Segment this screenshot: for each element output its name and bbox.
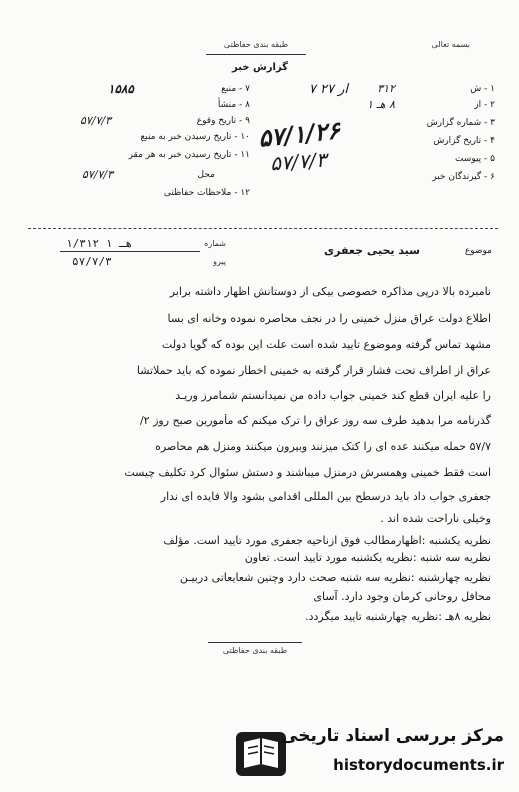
body-line: عراق از اطراف تحت فشار قرار گرفته به خمینی اخطار نموده که باید حملاتشا [136,364,491,377]
body-line: نامبرده بالا درپی مذاکره خصوصی بیکی از دوستانش اظهار داشته برابر [169,285,491,298]
body-line: گذرنامه مرا بدهید طرف سه روز عراق را ترک میکنم که مأمورین صبح روز ۲/ [139,414,491,427]
subject-value: سید یحیی جعفری [324,244,420,257]
body-line: جعفری جواب داد باید درسطح بین المللی اقدامی بشود والا فایده ای ندار [160,490,491,503]
field-9-label: ۹ - تاریخ وقوع [196,116,250,126]
field-2 [395,100,495,110]
classification-bottom: طبقه بندی حفاظتی [222,646,288,655]
opinion-line: نظریه چهارشنبه :نظریه سه شنبه صحت دارد وچنین شعایعاتی دربیـن [179,571,491,584]
body-line: ۵۷/۷ حمله میکنند عده ای را کتک میزنند وبیرون میکنند ومنزل هم محاصره [155,440,491,453]
watermark [230,722,512,784]
field-7-value: ۱۵۸۵ [108,82,134,96]
watermark-title: مرکز بررسی اسناد تاریخی [281,726,504,746]
header-separator [28,228,498,229]
classification-top: طبقه بندی حفاظتی [223,40,289,49]
handwritten-top-note: ار ۲۷ ۷ [308,82,348,97]
body-line: وخیلی ناراحت شده اند . [380,512,491,525]
corner-label: بسمه تعالی [431,40,470,49]
field-12-label: ۱۲ - ملاحظات حفاظتی [163,188,250,198]
field-1-value: ۳۱۲ [377,82,395,95]
field-mahall-value: ۵۷/۷/۳ [82,168,114,181]
field-5: ۵ - پیوست [454,154,495,164]
field-10-label: ۱۰ - تاریخ رسیدن خبر به منبع [140,132,250,142]
handwritten-stamp-date: ۵۷/۷/۳ [269,147,328,176]
field-2-value: ۸ هـ ۱ [367,98,395,111]
report-title: گزارش خبر [231,62,288,73]
field-9-value: ۵۷/۷/۳ [80,114,112,127]
body-line: است فقط خمینی وهمسرش درمنزل میباشند و دستش سئوال کرد تکلیف چیست [124,466,491,479]
handwritten-stamp-number: ۵۷/۱/۲۶ [256,115,342,153]
field-8-label: ۸ - منشأ [217,100,250,110]
field-3: ۳ - شماره گزارش [426,118,495,128]
field-2-label: ۲ - از [474,100,495,110]
body-line: را علیه ایران قطع کند خمینی جواب داده من نمیدانستم شمامرز وریـد [175,389,491,402]
subject-label: موضوع [464,246,492,256]
opinion-line: نظریه یکشنبه :اظهارمطالب فوق ازناحیه جعفری مورد تایید است. مؤلف [163,534,491,547]
field-11-label: ۱۱ - تاریخ رسیدن خبر به هر مقر [128,150,250,160]
body-line: مشهد تماس گرفته وموضوع تایید شده است علت این بوده که گویا دولت [161,338,491,351]
opinion-line: نظریه سه شنبه :نظریه یکشنبه مورد تایید است. تعاون [244,551,491,564]
body-line: اطلاع دولت عراق منزل خمینی را در نجف محاصره نموده وخانه ای بسا [167,312,491,325]
reference-number-label: شماره [204,239,226,248]
reference-underline [60,251,200,252]
field-1-label: ۱ - ش [470,84,495,94]
opinion-line: محافل روحانی کرمان وجود دارد. آسای [313,590,491,603]
reference-date-label: پیرو [213,257,226,266]
reference-number: ۱/۳۱۲ هـ ۱ [66,237,133,250]
field-4: ۴ - تاریخ گزارش [433,136,495,146]
classification-top-underline [206,54,306,55]
field-6: ۶ - گیرندگان خبر [432,172,495,182]
field-1 [395,84,495,94]
field-7-label: ۷ - منبع [221,84,250,94]
watermark-url: historydocuments.ir [333,756,504,774]
opinion-line: نظریه ۸هـ :نظریه چهارشنبه تایید میگردد. [305,610,491,623]
field-mahall-label: محل [197,170,215,180]
reference-date: ۵۷/۷/۳ [72,255,112,268]
classification-bottom-overline [208,642,302,643]
